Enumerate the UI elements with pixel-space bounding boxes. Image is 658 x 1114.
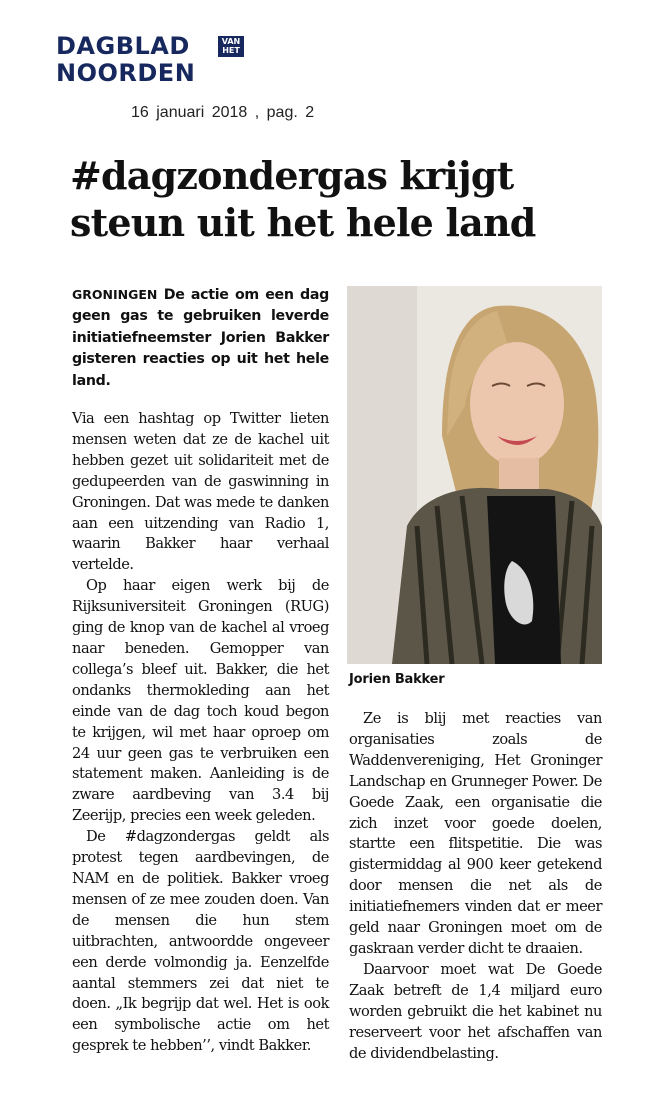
article-column-right bbox=[349, 709, 602, 1064]
portrait-illustration bbox=[347, 286, 602, 664]
photo-caption: Jorien Bakker bbox=[349, 672, 445, 687]
article-lead bbox=[72, 284, 329, 392]
logo-word-noorden: NOORDEN bbox=[56, 59, 196, 87]
headline-line-1: #dagzondergas krijgt bbox=[70, 153, 514, 198]
headline-line-2: steun uit het hele land bbox=[70, 200, 536, 245]
article-column-left bbox=[72, 284, 329, 1057]
portrait-photo bbox=[347, 286, 602, 664]
body-paragraph: Op haar eigen werk bij de Rijksuniversiteit Groningen (RUG) ging de knop van de kachel al vroeg naar beneden. Gemopper van collega’s bleef uit. Bakker, die het ondanks thermokleding aan het einde van de dag toch koud begon te krijgen, wil met haar oproep om 24 uur geen gas te verbruiken een statement maken. Aanleiding is de zware aardbeving van 3.4 bij Zeerijp, precies een week geleden. bbox=[72, 577, 329, 825]
lead-text: De actie om een dag geen gas te gebruiken leverde initiatiefneemster Jorien Bakker gisteren reacties op uit het hele land. bbox=[72, 287, 330, 389]
body-paragraph: Daarvoor moet wat De Goede Zaak betreft de 1,4 miljard euro worden gebruikt die het kabinet nu reserveert voor het afschaffen van de dividendbelasting. bbox=[349, 960, 602, 1062]
logo-badge bbox=[218, 36, 244, 57]
logo-badge-top: VAN bbox=[221, 37, 241, 46]
body-paragraph: Via een hashtag op Twitter lieten mensen weten dat ze de kachel uit hebben gezet uit solidariteit met de gedupeerden van de gaswinning in Groningen. Dat was mede te danken aan een uitzending van Radio 1, waarin Bakker haar verhaal vertelde. bbox=[72, 410, 329, 574]
logo-word-dagblad: DAGBLAD bbox=[56, 32, 190, 60]
logo-badge-bottom: HET bbox=[222, 46, 240, 55]
newspaper-logo bbox=[56, 34, 256, 86]
publication-dateline: 16 januari 2018 , pag. 2 bbox=[131, 104, 315, 121]
body-paragraph: De #dagzondergas geldt als protest tegen aardbevingen, de NAM en de politiek. Bakker vroeg mensen of ze mee zouden doen. Van de mensen die hun stem uitbrachten, antwoordde ongeveer een derde volmondig ja. Eenzelfde aantal stemmers zei dat niet te doen. „Ik begrijp dat wel. Het is ook een symbolische actie om het gesprek te hebben’’, vindt Bakker. bbox=[72, 828, 329, 1055]
lead-dateline-place: GRONINGEN bbox=[72, 287, 158, 302]
body-paragraph: Ze is blij met reacties van organisaties zoals de Waddenvereniging, Het Groninger Landschap en Grunneger Power. De Goede Zaak, een organisatie die zich inzet voor goede doelen, startte een flitspetitie. Die was gistermiddag al 900 keer getekend door mensen die net als de initiatiefnemers vinden dat er meer geld naar Groningen moet om de gaskraan verder dicht te draaien. bbox=[349, 710, 602, 957]
article-headline bbox=[70, 152, 640, 246]
